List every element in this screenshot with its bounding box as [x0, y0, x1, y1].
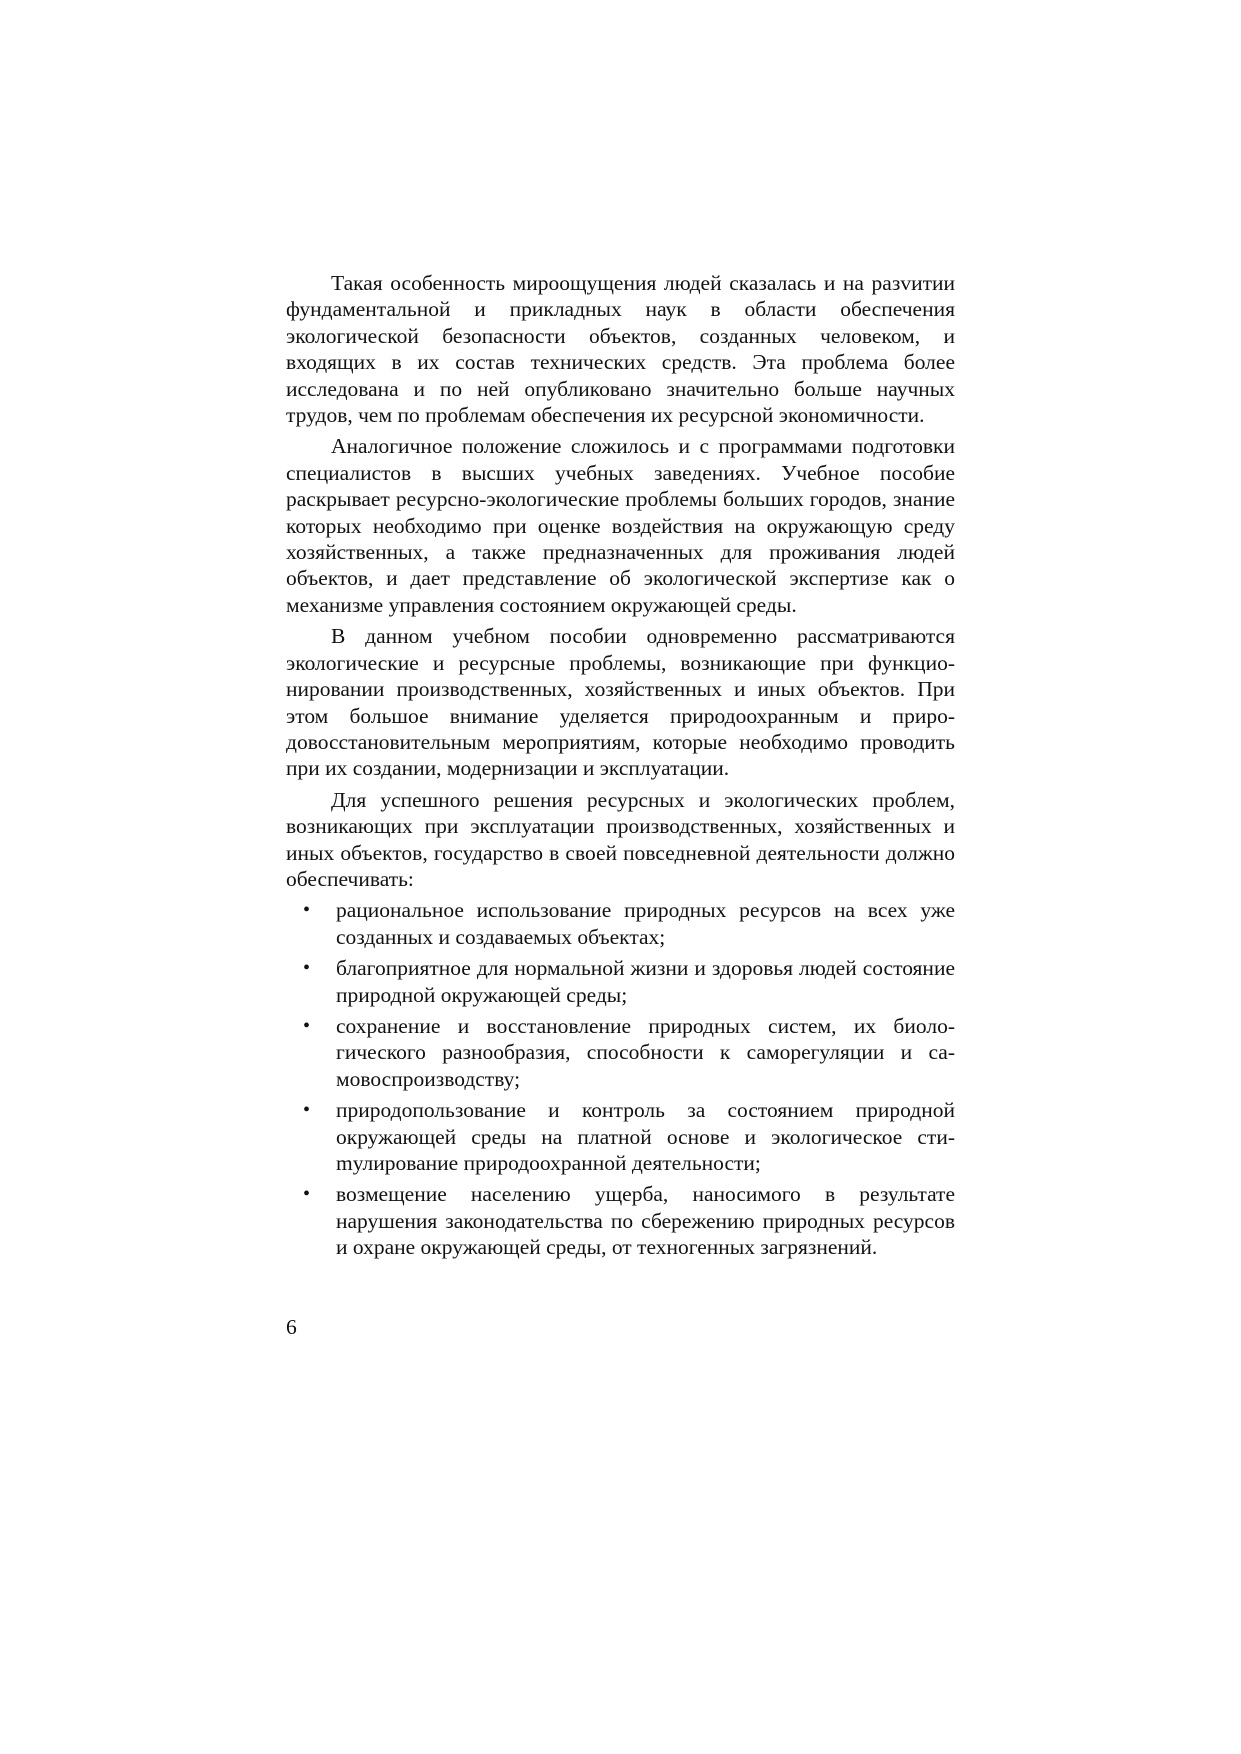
- bullet-icon: •: [303, 1014, 311, 1037]
- bullet-icon: •: [303, 1099, 311, 1122]
- bullet-icon: •: [303, 1183, 311, 1206]
- list-item-text: природопользование и контроль за состоянием природной окружающей среды на платной основе и экологическое стиmулирование природоохранной деятельности;: [336, 1098, 955, 1175]
- paragraph-4: Для успешного решения ресурсных и экологических проблем, возникающих при эксплуатации производственных, хозяйственных и иных объектов, государство в своей повседневной деятельности должно обеспечивать:: [286, 787, 955, 891]
- bullet-icon: •: [303, 899, 311, 922]
- paragraph-1: Такая особенность мироощущения людей сказалась и на разvитии фундаментальной и прикладных наук в области обеспечения экологической безопасности объектов, созданных человеком, и входящих в их состав технических средств. Эта проблема более исследована и по ней опубликовано значительно больше научных трудов, чем по проблемам обеспечения их ресурсной экономичности.: [286, 271, 955, 428]
- paragraph-2: Аналогичное положение сложилось и с программами подготовки специалистов в высших учебных заведениях. Учебное пособие раскрывает ресурсно-экологические проблемы больших городов, знание которых необходимо при оценке воздействия на окружающую среду хозяйственных, а также предназначенных для проживания людей объектов, и дает представление об экологической экспертизе как о механизме управления состоянием окружающей среды.: [286, 434, 955, 617]
- bullet-list: [286, 897, 955, 1260]
- list-item: [303, 1097, 955, 1176]
- bullet-icon: •: [303, 957, 311, 980]
- list-item: [303, 955, 955, 1008]
- list-item-text: сохранение и восстановление природных систем, их биологического разнообразия, способности к саморегуляции и самовоспроизводству;: [336, 1013, 955, 1091]
- list-item: [303, 1013, 955, 1092]
- page-body: [286, 270, 955, 1266]
- paragraph-3: В данном учебном пособии одновременно рассматриваются экологические и ресурсные проблемы, возникающие при функционировании производственных, хозяйственных и иных объектов. При этом большое внимание уделяется природоохранным и природовосстановительным мероприятиям, которые необходимо проводить при их создании, модернизации и эксплуатации.: [286, 624, 955, 781]
- list-item-text: возмещение населению ущерба, наносимого в результате нарушения законодательства по сбережению природных ресурсов и охране окружающей среды, от техногенных загрязнений.: [336, 1182, 955, 1260]
- list-item: [303, 897, 955, 950]
- list-item: [303, 1181, 955, 1260]
- page-number: 6: [286, 1315, 297, 1339]
- list-item-text: благоприятное для нормальной жизни и здоровья людей состояние природной окружающей среды;: [336, 956, 955, 1007]
- list-item-text: рациональное использование природных ресурсов на всех уже созданных и создаваемых объектах;: [336, 898, 955, 949]
